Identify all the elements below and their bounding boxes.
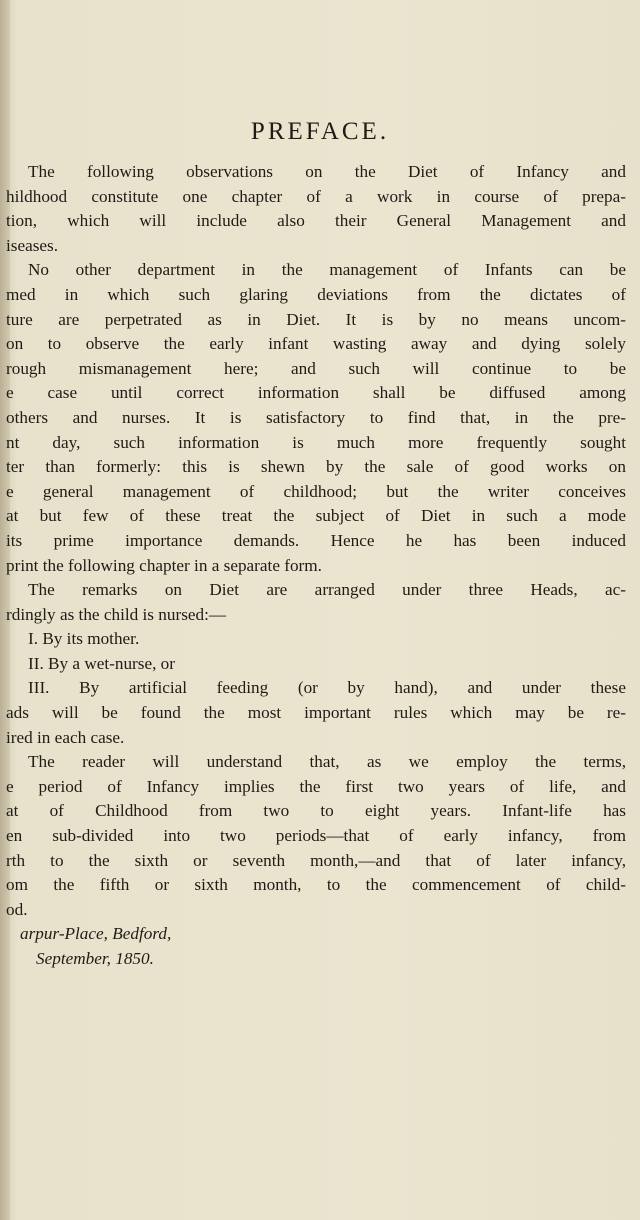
text-line: e case until correct information shall be diffused among xyxy=(6,383,626,403)
text-line: en sub-divided into two periods—that of early infancy, from xyxy=(6,826,626,846)
text-line: The remarks on Diet are arranged under three Heads, ac- xyxy=(28,580,626,600)
text-line: ired in each case. xyxy=(6,727,125,747)
text-line: ads will be found the most important rules which may be re- xyxy=(6,703,626,723)
text-line: hildhood constitute one chapter of a work in course of prepa- xyxy=(6,186,626,206)
text-line: rough mismanagement here; and such will continue to be xyxy=(6,358,626,378)
text-line: print the following chapter in a separate form. xyxy=(6,555,322,575)
text-line: med in which such glaring deviations from the dictates of xyxy=(6,284,626,304)
text-line: at but few of these treat the subject of Diet in such a mode xyxy=(6,506,626,526)
text-line: tion, which will include also their General Management and xyxy=(6,211,626,231)
text-line: om the fifth or sixth month, to the commencement of child- xyxy=(6,875,626,895)
signature-line: September, 1850. xyxy=(36,949,154,968)
text-line: The reader will understand that, as we employ the terms, xyxy=(28,752,626,772)
text-line: others and nurses. It is satisfactory to find that, in the pre- xyxy=(6,407,626,427)
text-line: e general management of childhood; but the writer conceives xyxy=(6,481,626,501)
text-line: No other department in the management of Infants can be xyxy=(28,260,626,280)
preface-body xyxy=(6,160,626,972)
text-line: I. By its mother. xyxy=(28,629,140,649)
text-line: ture are perpetrated as in Diet. It is by no means uncom- xyxy=(6,309,626,329)
text-line: at of Childhood from two to eight years. Infant-life has xyxy=(6,801,626,821)
text-line: The following observations on the Diet of Infancy and xyxy=(28,162,626,181)
text-line: nt day, such information is much more frequently sought xyxy=(6,432,626,452)
text-line: its prime importance demands. Hence he has been induced xyxy=(6,530,626,550)
text-line: rdingly as the child is nursed:— xyxy=(6,604,227,624)
text-line: rth to the sixth or seventh month,—and that of later infancy, xyxy=(6,850,626,870)
signature-line: arpur-Place, Bedford, xyxy=(20,924,172,944)
signature-block xyxy=(6,922,626,971)
text-line: od. xyxy=(6,899,28,919)
text-line: III. By artificial feeding (or by hand), and under these xyxy=(28,678,626,698)
text-line: e period of Infancy implies the first two years of life, and xyxy=(6,776,626,796)
text-line: II. By a wet-nurse, or xyxy=(28,653,176,673)
page-title: PREFACE. xyxy=(250,118,390,145)
text-line: ter than formerly: this is shewn by the sale of good works on xyxy=(6,457,626,477)
text-line: on to observe the early infant wasting away and dying solely xyxy=(6,334,626,354)
text-line: iseases. xyxy=(6,235,59,255)
